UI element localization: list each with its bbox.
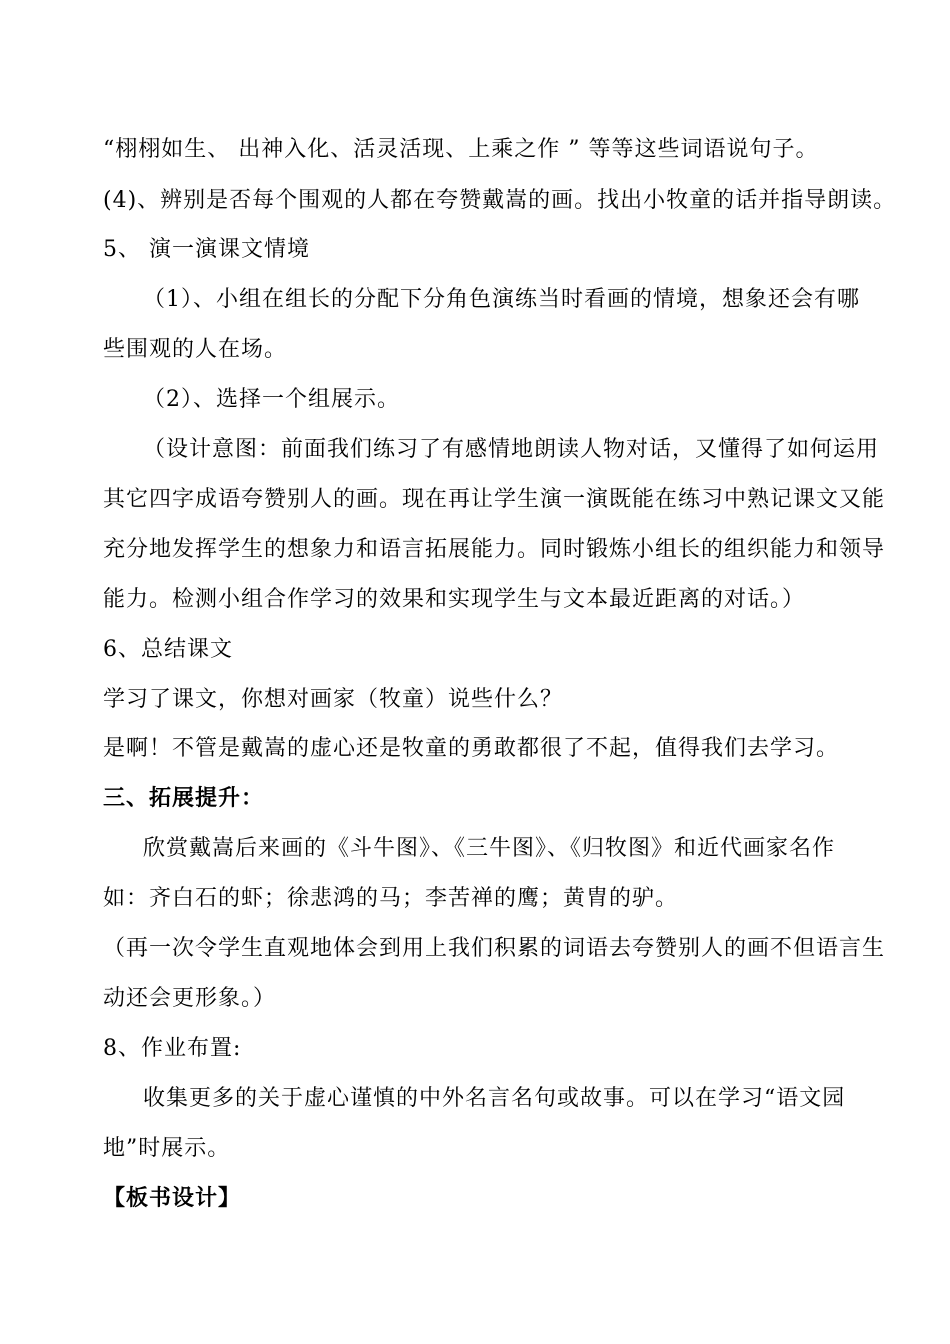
text-line-17: （再一次令学生直观地体会到用上我们积累的词语去夸赞别人的画不但语言生 (103, 936, 886, 961)
text-line-5: 些围观的人在场。 (103, 337, 288, 362)
text-line-10: 能力。检测小组合作学习的效果和实现学生与文本最近距离的对话。） (103, 587, 806, 612)
section-5-heading: 5、 演一演课文情境 (103, 237, 310, 262)
text-line-20: 收集更多的关于虚心谨慎的中外名言名句或故事。可以在学习“语文园 (143, 1086, 846, 1111)
text-line-2: (4)、辨别是否每个围观的人都在夸赞戴嵩的画。找出小牧童的话并指导朗读。 (103, 188, 897, 213)
board-design-heading: 【板书设计】 (103, 1186, 242, 1211)
text-line-7: （设计意图：前面我们练习了有感情地朗读人物对话，又懂得了如何运用 (143, 437, 880, 462)
text-line-16: 如：齐白石的虾；徐悲鸿的马；李苦禅的鹰；黄胄的驴。 (103, 886, 679, 911)
text-line-6: （2）、选择一个组展示。 (143, 387, 400, 412)
text-line-12: 学习了课文，你想对画家（牧童）说些什么？ (103, 687, 564, 712)
text-line-1: “栩栩如生、 出神入化、活灵活现、上乘之作 ” 等等这些词语说句子。 (103, 137, 819, 162)
text-line-8: 其它四字成语夸赞别人的画。现在再让学生演一演既能在练习中熟记课文又能 (103, 487, 886, 512)
text-line-15: 欣赏戴嵩后来画的《斗牛图》、《三牛图》、《归牧图》和近代画家名作 (143, 836, 836, 861)
text-line-13: 是啊！不管是戴嵩的虚心还是牧童的勇敢都很了不起，值得我们去学习。 (103, 736, 840, 761)
section-3-heading: 三、拓展提升： (103, 786, 265, 811)
section-8-heading: 8、作业布置: (103, 1036, 242, 1061)
text-line-21: 地”时展示。 (103, 1136, 231, 1161)
text-line-18: 动还会更形象。） (103, 986, 277, 1011)
text-line-4: （1）、小组在组长的分配下分角色演练当时看画的情境，想象还会有哪 (143, 287, 860, 312)
section-6-heading: 6、总结课文 (103, 637, 233, 662)
text-line-9: 充分地发挥学生的想象力和语言拓展能力。同时锻炼小组长的组织能力和领导 (103, 537, 886, 562)
